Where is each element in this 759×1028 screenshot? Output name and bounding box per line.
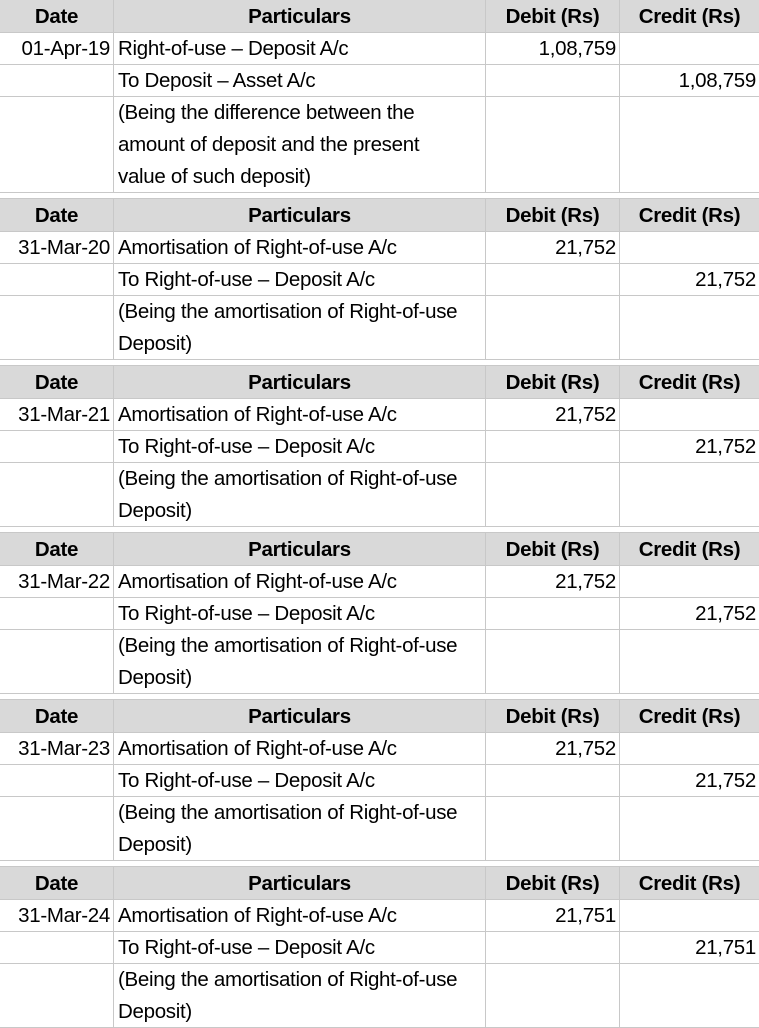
header-credit: Credit (Rs) (620, 700, 759, 733)
debit-account: Amortisation of Right-of-use A/c (114, 232, 486, 264)
debit-account: Right-of-use – Deposit A/c (114, 33, 486, 65)
credit-amount: 21,752 (620, 431, 759, 463)
empty-cell (0, 598, 114, 630)
narration-line: (Being the amortisation of Right-of-use (118, 634, 458, 657)
header-credit: Credit (Rs) (620, 0, 759, 33)
credit-amount: 1,08,759 (620, 65, 759, 97)
empty-cell (620, 733, 759, 765)
credit-amount: 21,752 (620, 598, 759, 630)
debit-amount: 21,752 (486, 399, 620, 431)
credit-amount: 21,752 (620, 765, 759, 797)
debit-account: Amortisation of Right-of-use A/c (114, 900, 486, 932)
empty-cell (0, 431, 114, 463)
empty-cell (486, 932, 620, 964)
empty-cell (486, 65, 620, 97)
header-particulars: Particulars (114, 867, 486, 900)
empty-cell (620, 964, 759, 1028)
header-credit: Credit (Rs) (620, 867, 759, 900)
empty-cell (486, 97, 620, 193)
narration-line: Deposit) (118, 499, 192, 522)
empty-cell (620, 463, 759, 527)
narration (114, 463, 486, 527)
journal-entry (0, 533, 759, 694)
header-date: Date (0, 0, 114, 33)
empty-cell (0, 463, 114, 527)
header-date: Date (0, 199, 114, 232)
narration-line: (Being the amortisation of Right-of-use (118, 467, 458, 490)
narration-line: (Being the difference between the (118, 101, 415, 124)
empty-cell (620, 630, 759, 694)
header-debit: Debit (Rs) (486, 867, 620, 900)
header-particulars: Particulars (114, 0, 486, 33)
empty-cell (486, 797, 620, 861)
debit-amount: 21,751 (486, 900, 620, 932)
narration (114, 964, 486, 1028)
credit-account: To Right-of-use – Deposit A/c (114, 932, 486, 964)
narration-line: (Being the amortisation of Right-of-use (118, 801, 458, 824)
entry-date: 31-Mar-23 (0, 733, 114, 765)
journal-entry (0, 199, 759, 360)
empty-cell (620, 900, 759, 932)
debit-amount: 1,08,759 (486, 33, 620, 65)
empty-cell (486, 598, 620, 630)
empty-cell (620, 232, 759, 264)
credit-account: To Right-of-use – Deposit A/c (114, 431, 486, 463)
entry-date: 31-Mar-21 (0, 399, 114, 431)
empty-cell (0, 630, 114, 694)
empty-cell (0, 65, 114, 97)
header-credit: Credit (Rs) (620, 366, 759, 399)
header-date: Date (0, 867, 114, 900)
header-debit: Debit (Rs) (486, 533, 620, 566)
empty-cell (486, 964, 620, 1028)
credit-account: To Right-of-use – Deposit A/c (114, 765, 486, 797)
debit-account: Amortisation of Right-of-use A/c (114, 399, 486, 431)
debit-account: Amortisation of Right-of-use A/c (114, 566, 486, 598)
debit-account: Amortisation of Right-of-use A/c (114, 733, 486, 765)
empty-cell (620, 797, 759, 861)
credit-amount: 21,751 (620, 932, 759, 964)
credit-account: To Right-of-use – Deposit A/c (114, 598, 486, 630)
entry-date: 31-Mar-20 (0, 232, 114, 264)
empty-cell (620, 296, 759, 360)
narration-line: Deposit) (118, 1000, 192, 1023)
credit-amount: 21,752 (620, 264, 759, 296)
empty-cell (0, 264, 114, 296)
empty-cell (0, 296, 114, 360)
empty-cell (486, 765, 620, 797)
header-particulars: Particulars (114, 366, 486, 399)
header-particulars: Particulars (114, 199, 486, 232)
header-date: Date (0, 700, 114, 733)
narration-line: Deposit) (118, 332, 192, 355)
narration-line: (Being the amortisation of Right-of-use (118, 968, 458, 991)
empty-cell (486, 264, 620, 296)
narration (114, 296, 486, 360)
debit-amount: 21,752 (486, 566, 620, 598)
empty-cell (0, 964, 114, 1028)
header-credit: Credit (Rs) (620, 199, 759, 232)
narration-line: (Being the amortisation of Right-of-use (118, 300, 458, 323)
header-date: Date (0, 366, 114, 399)
header-credit: Credit (Rs) (620, 533, 759, 566)
empty-cell (486, 296, 620, 360)
debit-amount: 21,752 (486, 232, 620, 264)
narration (114, 797, 486, 861)
header-particulars: Particulars (114, 533, 486, 566)
narration-line: Deposit) (118, 833, 192, 856)
narration (114, 630, 486, 694)
empty-cell (620, 566, 759, 598)
credit-account: To Deposit – Asset A/c (114, 65, 486, 97)
empty-cell (486, 463, 620, 527)
header-date: Date (0, 533, 114, 566)
header-debit: Debit (Rs) (486, 0, 620, 33)
header-debit: Debit (Rs) (486, 700, 620, 733)
empty-cell (620, 97, 759, 193)
entry-date: 01-Apr-19 (0, 33, 114, 65)
narration-line: Deposit) (118, 666, 192, 689)
entry-date: 31-Mar-22 (0, 566, 114, 598)
debit-amount: 21,752 (486, 733, 620, 765)
narration-line: amount of deposit and the present (118, 133, 420, 156)
journal-entry (0, 700, 759, 861)
narration (114, 97, 486, 193)
empty-cell (620, 33, 759, 65)
empty-cell (0, 932, 114, 964)
journal-entry (0, 867, 759, 1028)
empty-cell (486, 431, 620, 463)
empty-cell (0, 797, 114, 861)
journal-entry (0, 366, 759, 527)
empty-cell (620, 399, 759, 431)
empty-cell (486, 630, 620, 694)
entry-date: 31-Mar-24 (0, 900, 114, 932)
empty-cell (0, 97, 114, 193)
empty-cell (0, 765, 114, 797)
header-particulars: Particulars (114, 700, 486, 733)
credit-account: To Right-of-use – Deposit A/c (114, 264, 486, 296)
header-debit: Debit (Rs) (486, 366, 620, 399)
journal-entry (0, 0, 759, 193)
header-debit: Debit (Rs) (486, 199, 620, 232)
narration-line: value of such deposit) (118, 165, 311, 188)
